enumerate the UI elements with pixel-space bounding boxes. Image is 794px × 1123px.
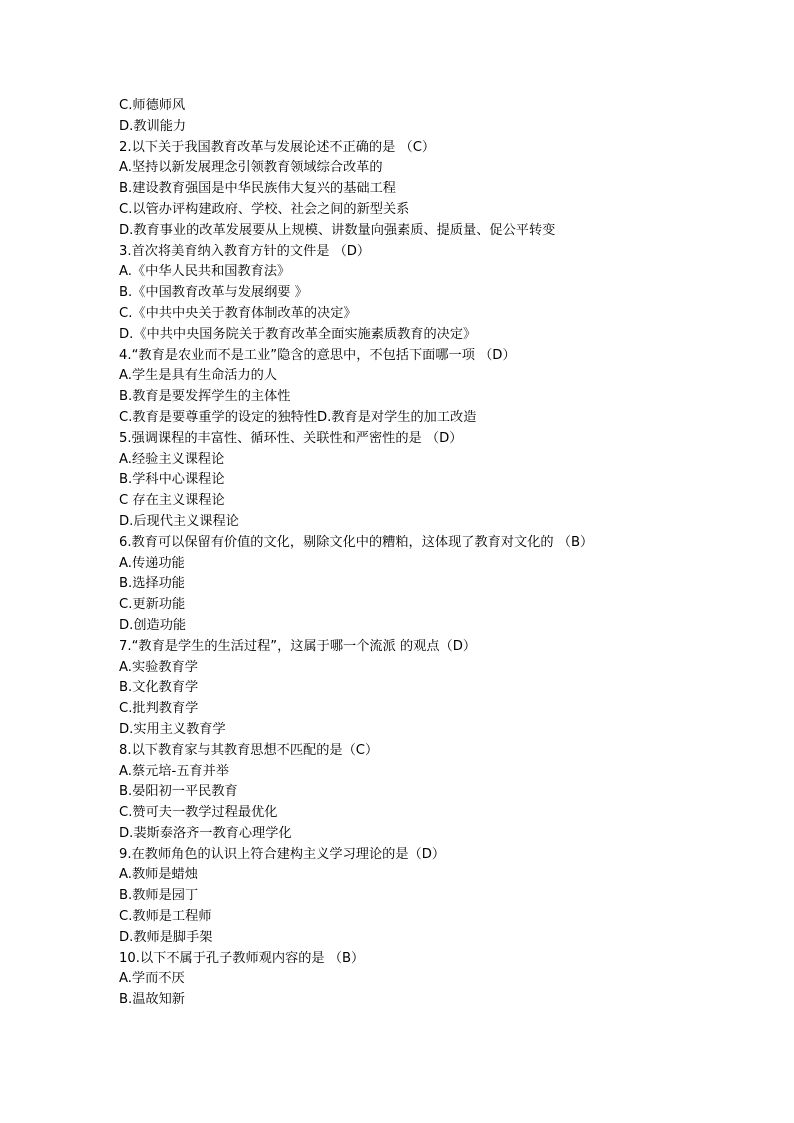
document-body: [119, 96, 739, 1011]
option-line: C.《中共中央关于教育体制改革的决定》: [119, 305, 357, 321]
option-line: B.温故知新: [119, 992, 185, 1008]
option-line: D.教师是脚手架: [119, 929, 213, 945]
option-line: C.赞可夫一教学过程最优化: [119, 805, 278, 821]
option-line: B.建设教育强国是中华民族伟大复兴的基础工程: [119, 181, 396, 197]
question-line: 2.以下关于我国教育改革与发展论述不正确的是 （C）: [119, 139, 436, 155]
option-line: A.学生是具有生命活力的人: [119, 368, 278, 384]
option-line: A.《中华人民共和国教育法》: [119, 264, 291, 280]
option-line: B.文化教育学: [119, 680, 199, 696]
option-line: B.教育是要发挥学生的主体性: [119, 389, 291, 405]
option-line: A.坚持以新发展理念引领教育领域综合改革的: [119, 160, 383, 176]
question-line: 7.“教育是学生的生活过程”，这属于哪一个流派 的观点（D）: [119, 638, 477, 654]
option-line: D.后现代主义课程论: [119, 513, 239, 529]
option-line: A.实验教育学: [119, 659, 198, 675]
option-line: C.以管办评构建政府、学校、社会之间的新型关系: [119, 201, 410, 217]
question-line: 5.强调课程的丰富性、循环性、关联性和严密性的是 （D）: [119, 430, 463, 446]
option-line: D.实用主义教育学: [119, 721, 226, 737]
option-line: A.教师是蜡烛: [119, 867, 198, 883]
option-line: D.裴斯泰洛齐一教育心理学化: [119, 825, 292, 841]
text-line: D.教训能力: [119, 118, 187, 134]
option-line: D.《中共中央国务院关于教育改革全面实施素质教育的决定》: [119, 326, 477, 342]
question-line: 8.以下教育家与其教育思想不匹配的是（C）: [119, 742, 379, 758]
option-line: A.学而不厌: [119, 971, 185, 987]
option-line: C.批判教育学: [119, 701, 199, 717]
option-line: C.教育是要尊重学的设定的独特性D.教育是对学生的加工改造: [119, 409, 477, 425]
option-line: C 存在主义课程论: [119, 493, 225, 509]
question-line: 3.首次将美育纳入教育方针的文件是 （D）: [119, 243, 371, 259]
question-line: 6.教育可以保留有价值的文化，剔除文化中的糟粕，这体现了教育对文化的 （B）: [119, 534, 594, 550]
option-line: B.学科中心课程论: [119, 472, 225, 488]
option-line: D.教育事业的改革发展要从上规模、讲数量向强素质、提质量、促公平转变: [119, 222, 556, 238]
option-line: C.更新功能: [119, 597, 186, 613]
question-line: 10.以下不属于孔子教师观内容的是 （B）: [119, 950, 365, 966]
option-line: C.教师是工程师: [119, 909, 212, 925]
option-line: B.教师是园丁: [119, 888, 199, 904]
question-line: 9.在教师角色的认识上符合建构主义学习理论的是（D）: [119, 846, 446, 862]
text-line: C.师德师风: [119, 98, 186, 113]
option-line: B.选择功能: [119, 576, 185, 592]
option-line: D.创造功能: [119, 617, 187, 633]
option-line: B.晏阳初一平民教育: [119, 784, 238, 800]
question-line: 4.“教育是农业而不是工业”隐含的意思中，不包括下面哪一项 （D）: [119, 347, 516, 363]
option-line: A.蔡元培-五育并举: [119, 763, 230, 779]
option-line: B.《中国教育改革与发展纲要 》: [119, 285, 308, 301]
option-line: A.经验主义课程论: [119, 451, 225, 467]
option-line: A.传递功能: [119, 555, 185, 571]
